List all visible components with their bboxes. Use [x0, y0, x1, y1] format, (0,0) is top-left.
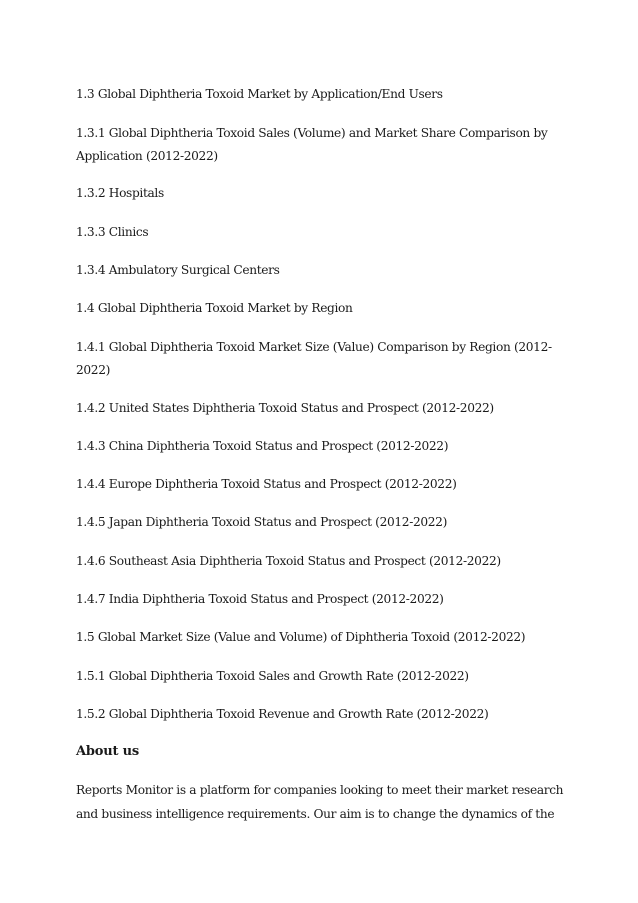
toc-entry: 1.4.2 United States Diphtheria Toxoid Status and Prospect (2012-2022): [76, 401, 494, 415]
about-heading: About us: [76, 744, 140, 759]
toc-entry: 1.4 Global Diphtheria Toxoid Market by Region: [76, 301, 353, 315]
toc-entry: 1.3.1 Global Diphtheria Toxoid Sales (Volume) and Market Share Comparison by: [76, 126, 548, 140]
toc-entry: 1.3.2 Hospitals: [76, 186, 164, 200]
toc-entry: 1.5.2 Global Diphtheria Toxoid Revenue and Growth Rate (2012-2022): [76, 707, 489, 721]
toc-entry: 1.5.1 Global Diphtheria Toxoid Sales and Growth Rate (2012-2022): [76, 669, 469, 683]
toc-entry: 1.4.1 Global Diphtheria Toxoid Market Size (Value) Comparison by Region (2012-: [76, 340, 552, 354]
about-paragraph-line: and business intelligence requirements. Our aim is to change the dynamics of the: [76, 807, 555, 821]
toc-entry: 1.3.4 Ambulatory Surgical Centers: [76, 263, 280, 277]
toc-entry: 1.4.7 India Diphtheria Toxoid Status and Prospect (2012-2022): [76, 592, 444, 606]
toc-entry: 1.3 Global Diphtheria Toxoid Market by Application/End Users: [76, 87, 443, 101]
toc-entry: 1.5 Global Market Size (Value and Volume) of Diphtheria Toxoid (2012-2022): [76, 630, 526, 644]
toc-entry: 1.4.3 China Diphtheria Toxoid Status and Prospect (2012-2022): [76, 439, 449, 453]
toc-entry: 1.4.6 Southeast Asia Diphtheria Toxoid Status and Prospect (2012-2022): [76, 554, 501, 568]
toc-entry-continuation: 2022): [76, 363, 111, 377]
toc-entry-continuation: Application (2012-2022): [76, 149, 218, 163]
about-paragraph-line: Reports Monitor is a platform for companies looking to meet their market research: [76, 783, 564, 797]
toc-entry: 1.4.4 Europe Diphtheria Toxoid Status and Prospect (2012-2022): [76, 477, 457, 491]
toc-entry: 1.4.5 Japan Diphtheria Toxoid Status and Prospect (2012-2022): [76, 515, 447, 529]
toc-entry: 1.3.3 Clinics: [76, 225, 149, 239]
